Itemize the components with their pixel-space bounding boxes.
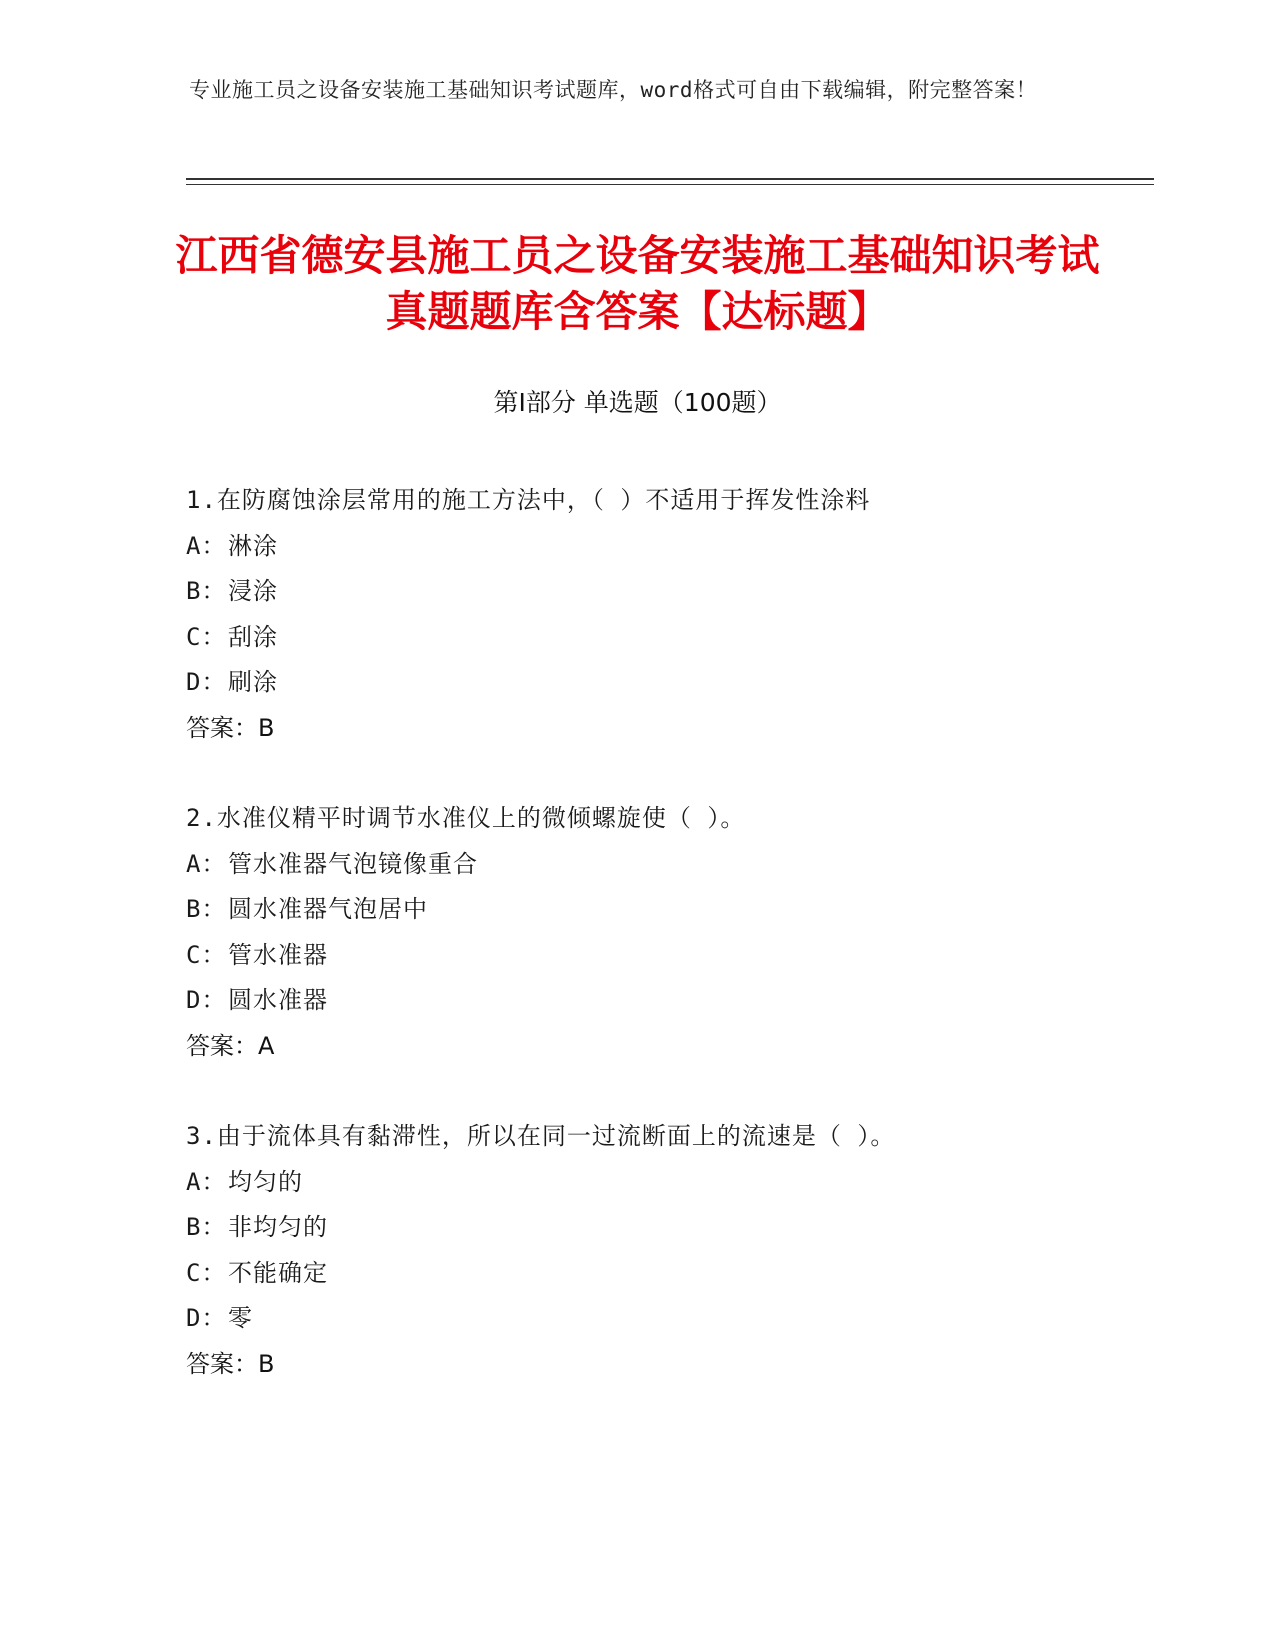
- header-note: 专业施工员之设备安装施工基础知识考试题库，word格式可自由下载编辑，附完整答案！: [189, 78, 1038, 102]
- option-label: D：: [186, 668, 227, 696]
- option-c: [186, 933, 1086, 979]
- option-text: 不能确定: [228, 1258, 328, 1287]
- question-stem: 2.水准仪精平时调节水准仪上的微倾螺旋使（ ）。: [186, 804, 746, 832]
- option-a: [186, 842, 1086, 888]
- option-label: B：: [186, 895, 227, 923]
- option-text: 均匀的: [228, 1167, 303, 1196]
- option-text: 浸涂: [228, 577, 278, 605]
- question-3: [186, 1114, 1086, 1387]
- document-title: 江西省德安县施工员之设备安装施工基础知识考试真题题库含答案【达标题】: [175, 231, 1100, 336]
- option-label: C：: [186, 940, 227, 969]
- question-1: [186, 478, 1086, 751]
- option-text: 管水准器气泡镜像重合: [228, 849, 478, 878]
- option-label: A：: [186, 1167, 227, 1196]
- option-label: C：: [186, 622, 227, 651]
- option-text: 零: [228, 1304, 253, 1332]
- option-d: [186, 660, 1086, 706]
- option-a: [186, 524, 1086, 570]
- option-label: C：: [186, 1258, 227, 1287]
- option-text: 管水准器: [228, 940, 328, 969]
- header-divider-thick: [186, 178, 1154, 180]
- option-text: 非均匀的: [228, 1213, 328, 1241]
- question-list: [186, 478, 1086, 1432]
- question-stem: 1.在防腐蚀涂层常用的施工方法中，（ ）不适用于挥发性涂料: [186, 486, 871, 514]
- answer: 答案：B: [186, 713, 275, 742]
- option-text: 淋涂: [228, 531, 278, 560]
- option-label: A：: [186, 531, 227, 560]
- question-2: [186, 796, 1086, 1069]
- option-text: 圆水准器: [228, 986, 328, 1014]
- header-divider-thin: [186, 184, 1154, 185]
- question-stem: 3.由于流体具有黏滞性，所以在同一过流断面上的流速是（ ）。: [186, 1122, 896, 1150]
- option-d: [186, 978, 1086, 1024]
- option-c: [186, 615, 1086, 661]
- section-title: 第I部分 单选题（100题）: [493, 388, 782, 417]
- option-a: [186, 1160, 1086, 1206]
- option-text: 圆水准器气泡居中: [228, 895, 428, 923]
- answer: 答案：A: [186, 1031, 275, 1060]
- option-label: B：: [186, 577, 227, 605]
- option-label: B：: [186, 1213, 227, 1241]
- option-text: 刮涂: [228, 622, 278, 651]
- option-text: 刷涂: [228, 668, 278, 696]
- option-label: D：: [186, 1304, 227, 1332]
- option-b: [186, 569, 1086, 615]
- answer: 答案：B: [186, 1349, 275, 1378]
- option-label: D：: [186, 986, 227, 1014]
- option-d: [186, 1296, 1086, 1342]
- option-c: [186, 1251, 1086, 1297]
- option-label: A：: [186, 849, 227, 878]
- option-b: [186, 887, 1086, 933]
- option-b: [186, 1205, 1086, 1251]
